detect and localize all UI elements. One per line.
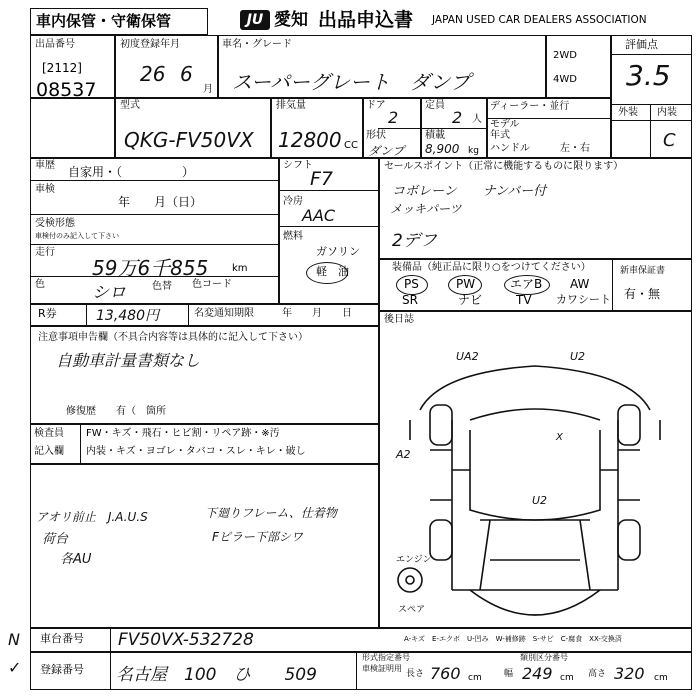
inspector-note-3: 各AU <box>60 552 92 567</box>
dealer-label: ディーラー・並行 <box>490 101 570 112</box>
row-line <box>30 214 278 215</box>
equip-tv: TV <box>516 293 532 307</box>
notes-label: 注意事項申告欄（不具合内容等は具体的に記入して下さい） <box>38 332 308 343</box>
height-label: 高さ <box>588 669 607 679</box>
shape-value: ダンプ <box>368 144 405 158</box>
handle-label: ハンドル <box>490 143 530 154</box>
inspection-value: 年 月（日） <box>118 195 203 209</box>
first-reg-month: 6 <box>180 62 193 86</box>
mark-a2: A2 <box>396 448 411 461</box>
width-label: 幅 <box>504 669 514 679</box>
row-line <box>610 104 692 105</box>
equip-sr: SR <box>402 293 418 307</box>
ac-label: 冷房 <box>283 196 303 207</box>
fuel-diesel-circle <box>306 262 348 284</box>
model-value: QKG-FV50VX <box>124 128 254 152</box>
length-unit: cm <box>468 673 482 683</box>
equip-ps-circle <box>396 275 428 295</box>
first-reg-month-unit: 月 <box>203 84 213 95</box>
col-line <box>650 104 651 157</box>
col-line <box>270 97 272 157</box>
notes-value: 自動車計量書類なし <box>56 351 201 370</box>
first-reg-label: 初度登録年月 <box>120 39 180 50</box>
capacity-value: 2 <box>452 108 463 127</box>
col-line <box>378 157 380 627</box>
row-line <box>30 651 692 653</box>
selling-point-3: 2デフ <box>392 231 437 251</box>
shift-label: シフト <box>283 160 313 171</box>
model-year-label-2: 年式 <box>490 130 510 141</box>
width-value: 249 <box>522 664 553 683</box>
form-title: 出品申込書 <box>318 9 414 31</box>
score-value: 3.5 <box>626 59 671 92</box>
model-year-label-1: モデル <box>490 119 520 130</box>
col-line <box>356 651 357 690</box>
col-line <box>278 157 280 303</box>
cert-label: 形式指定番号 <box>362 653 410 662</box>
row-line <box>30 463 378 465</box>
equip-pw: PW <box>456 277 476 291</box>
mark-u2-top: U2 <box>570 350 586 363</box>
chassis-value: FV50VX-532728 <box>118 630 254 650</box>
row-line <box>30 325 378 327</box>
fuel-label: 燃料 <box>283 231 303 242</box>
col-line <box>612 258 613 310</box>
selling-point-2: メッキパーツ <box>390 202 462 216</box>
capacity-unit: 人 <box>472 114 482 125</box>
row-line <box>278 190 378 191</box>
col-line <box>80 423 81 463</box>
notice-label: 名変通知期限 <box>194 308 254 319</box>
handle-value: 左・右 <box>560 143 590 154</box>
displacement-unit: CC <box>344 140 358 151</box>
model-label: 型式 <box>120 100 140 111</box>
row-line <box>30 423 378 425</box>
vehicle-name-label: 車名・グレード <box>222 39 292 50</box>
brand-logo: JU <box>240 10 270 30</box>
col-line <box>610 35 612 157</box>
row-line <box>30 244 278 245</box>
inspector-note-1: アオリ前止 J.A.U.S <box>36 510 148 524</box>
brand-city: 愛知 <box>274 10 308 30</box>
inspector-note-right-1: 下廻りフレーム、仕着物 <box>205 506 337 520</box>
width-unit: cm <box>560 673 574 683</box>
receipt-label: 受検形態 <box>35 218 75 229</box>
warranty-label: 新車保証書 <box>620 266 666 276</box>
exterior-value: C <box>663 130 676 151</box>
history-label: 車歴 <box>35 160 55 171</box>
color-value: シロ <box>92 283 126 303</box>
receipt-sub: 車検付のみ記入して下さい <box>35 232 119 240</box>
inspector-label: 検査員 <box>34 428 64 439</box>
score-label: 評価点 <box>625 38 658 51</box>
doors-label: ドア <box>366 100 386 111</box>
storage-label: 車内保管・守衛保管 <box>36 12 172 30</box>
equip-kawa-seat: カワシート <box>556 293 611 306</box>
registration-value: 名古屋 100 ひ 509 <box>116 665 317 685</box>
association-name: JAPAN USED CAR DEALERS ASSOCIATION <box>432 14 647 26</box>
equip-aw: AW <box>570 277 590 291</box>
history-value: 自家用・（ ） <box>68 165 195 179</box>
col-line <box>545 35 547 97</box>
shape-label: 形状 <box>366 130 386 141</box>
seat-label: 後日誌 <box>384 314 414 325</box>
drive-2wd: 2WD <box>553 50 577 61</box>
repair-label: 修復歴 有（ 箇所 <box>66 406 166 417</box>
equip-navi: ナビ <box>458 293 483 307</box>
row-line <box>30 157 692 159</box>
row-line <box>378 258 692 260</box>
load-label: 積載 <box>425 130 445 141</box>
engine-label: エンジン <box>396 555 432 565</box>
equip-pw-circle <box>448 275 482 295</box>
in-line: 内装・キズ・ヨゴレ・タバコ・スレ・キレ・破し <box>86 446 306 457</box>
row-line <box>610 54 692 55</box>
height-value: 320 <box>614 664 645 683</box>
row-line <box>378 128 486 129</box>
inspector-note-2: 荷台 <box>42 532 69 547</box>
registration-label: 登録番号 <box>40 663 84 676</box>
height-unit: cm <box>654 673 668 683</box>
exterior-label: 外装 <box>618 107 638 118</box>
mark-x: X <box>556 432 563 443</box>
check-mark: ✓ <box>8 658 22 677</box>
col-line <box>188 303 189 325</box>
col-line <box>362 97 364 157</box>
equip-airbag: エアB <box>510 277 543 291</box>
inspection-label: 車検 <box>35 184 55 195</box>
col-line <box>486 97 488 157</box>
spare-label: スペア <box>398 605 426 615</box>
recycle-value: 13,480円 <box>96 308 159 324</box>
recycle-label: R券 <box>38 307 57 320</box>
first-reg-year: 26 <box>140 62 166 86</box>
selling-points-label: セールスポイント（正常に機能するものに限ります） <box>384 161 624 172</box>
equip-ps: PS <box>404 277 419 291</box>
row-line <box>378 310 692 312</box>
fw-line: FW・キズ・飛石・ヒビ割・リペア跡・※汚 <box>86 428 280 439</box>
mark-u2-body: U2 <box>532 494 548 507</box>
color-label: 色 <box>35 279 45 290</box>
fuel-diesel: 軽 油 <box>316 265 349 278</box>
capacity-label: 定員 <box>425 100 445 111</box>
mark-ua2: UA2 <box>456 350 479 363</box>
chassis-label: 車台番号 <box>40 632 84 645</box>
length-value: 760 <box>430 664 461 683</box>
notice-value: 年 月 日 <box>282 308 352 319</box>
check-n: N <box>8 630 20 649</box>
displacement-value: 12800 <box>278 128 342 152</box>
cert-sub: 車検証明用 <box>362 664 402 673</box>
vehicle-name-value: スーパーグレート ダンプ <box>232 70 471 94</box>
inspector-note-right-2: Fピラー下部シワ <box>212 530 303 544</box>
mileage-label: 走行 <box>35 247 55 258</box>
lot-label: 出品番号 <box>35 39 75 50</box>
color-code-label: 色コード <box>192 279 232 290</box>
col-line <box>114 35 116 157</box>
drive-4wd: 4WD <box>553 74 577 85</box>
entry-label: 記入欄 <box>34 446 64 457</box>
row-line <box>30 97 610 99</box>
length-label: 長さ <box>406 669 425 679</box>
fuel-gas: ガソリン <box>316 245 360 258</box>
shift-value: F7 <box>310 168 334 190</box>
row-line <box>278 226 378 227</box>
selling-point-1: コボレーン ナンバー付 <box>392 184 547 199</box>
doors-value: 2 <box>388 108 399 127</box>
lot-number: 08537 <box>36 79 97 101</box>
interior-label: 内装 <box>657 107 677 118</box>
lot-sub-number: [2112] <box>42 61 82 75</box>
equip-airbag-circle <box>504 275 550 295</box>
load-value: 8,900 <box>425 142 460 156</box>
mileage-value: 59万6千855 <box>92 256 209 280</box>
damage-legend: A-キズ E-エクボ U-凹み W-補修跡 S-サビ C-腐食 XX-交換済 <box>404 635 622 643</box>
col-line <box>110 627 111 690</box>
class-label: 類別区分番号 <box>520 653 568 662</box>
displacement-label: 排気量 <box>276 100 306 111</box>
mileage-unit: km <box>232 263 248 274</box>
equipment-label: 装備品（純正品に限り○をつけてください） <box>392 262 591 273</box>
warranty-value: 有・無 <box>624 287 661 301</box>
row-line <box>30 180 278 181</box>
load-unit: kg <box>468 146 479 156</box>
col-line <box>86 303 87 325</box>
row-line <box>610 120 692 121</box>
ac-value: AAC <box>302 206 336 225</box>
color-change-label: 色替 <box>152 281 172 292</box>
row-line <box>30 627 692 629</box>
row-line <box>30 303 378 305</box>
col-line <box>420 97 422 157</box>
col-line <box>217 35 219 97</box>
